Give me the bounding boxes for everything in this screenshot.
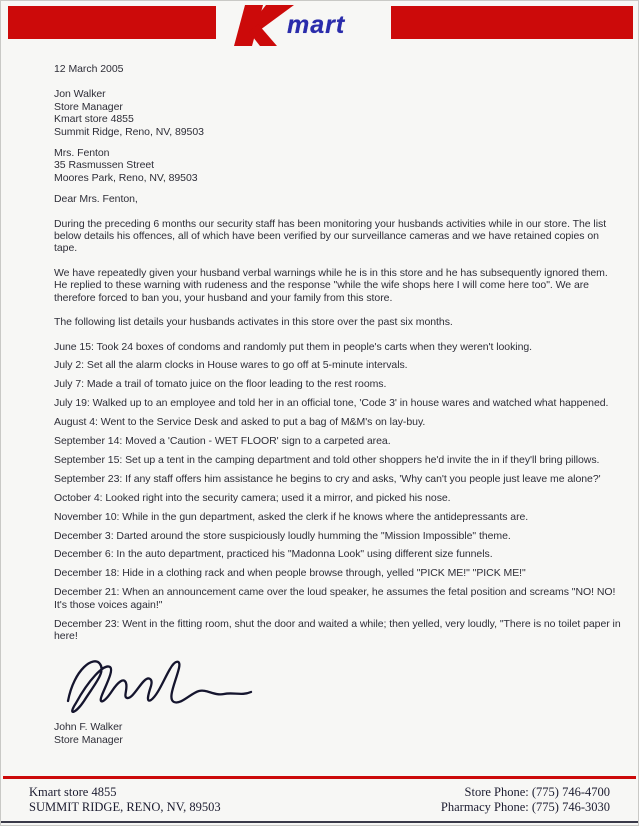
- list-item: July 2: Set all the alarm clocks in House wares to go off at 5-minute intervals.: [54, 359, 408, 372]
- list-item: Jon Walker: [54, 88, 106, 101]
- list-item: We have repeatedly given your husband verbal warnings while he is in this store and he has subsequently ignored them. He replied to these warning with rudeness and the response "while the wife shops here I will come here too". We are therefore forced to ban you, your husband and your family from this store.: [54, 266, 608, 304]
- signature-name: John F. Walker: [54, 721, 123, 734]
- list-item: Summit Ridge, Reno, NV, 89503: [54, 125, 204, 138]
- signature-block: [54, 721, 626, 746]
- list-item: October 4: Looked right into the security camera; used it a mirror, and picked his nose.: [54, 491, 451, 504]
- letter-body: [54, 63, 626, 746]
- kmart-logo-mart-text: mart: [287, 11, 346, 39]
- list-item: December 23: Went in the fitting room, shut the door and waited a while; then yelled, very loudly, "There is no toilet paper in here!: [54, 617, 621, 642]
- letter-date: 12 March 2005: [54, 63, 124, 75]
- list-item: 35 Rasmussen Street: [54, 159, 155, 172]
- incident-list: [54, 341, 626, 643]
- footer-bottom-rule: [1, 821, 638, 823]
- kmart-letterhead: [8, 6, 633, 40]
- list-item: Mrs. Fenton: [54, 147, 110, 160]
- footer-columns: [29, 785, 610, 814]
- recipient-address: [54, 147, 626, 184]
- list-item: December 6: In the auto department, practiced his "Madonna Look" using different size funnels.: [54, 548, 493, 561]
- footer-phone-numbers: [441, 785, 610, 814]
- list-item: December 21: When an announcement came over the loud speaker, he assumes the fetal position and screams "NO! NO! It's those voices again!": [54, 586, 616, 611]
- list-item: SUMMIT RIDGE, RENO, NV, 89503: [29, 799, 221, 814]
- salutation: Dear Mrs. Fenton,: [54, 193, 138, 206]
- list-item: Store Manager: [54, 100, 123, 113]
- kmart-logo: [213, 3, 398, 49]
- list-item: Store Phone: (775) 746-4700: [464, 785, 610, 799]
- footer-red-rule: [3, 776, 636, 779]
- list-item: September 15: Set up a tent in the camping department and told other shoppers he'd invite the in if they'll bring pillows.: [54, 453, 600, 466]
- list-item: September 14: Moved a 'Caution - WET FLOOR' sign to a carpeted area.: [54, 435, 391, 448]
- list-item: September 23: If any staff offers him assistance he begins to cry and asks, 'Why can't you people just leave me alone?': [54, 472, 601, 485]
- list-item: August 4: Went to the Service Desk and asked to put a bag of M&M's on lay-buy.: [54, 416, 426, 429]
- list-item: Kmart store 4855: [54, 113, 134, 126]
- red-bar-right: [391, 6, 633, 39]
- list-item: Moores Park, Reno, NV, 89503: [54, 171, 198, 184]
- list-item: December 3: Darted around the store suspiciously loudly humming the "Mission Impossible" theme.: [54, 529, 511, 542]
- intro-paragraphs: [54, 218, 626, 329]
- list-item: June 15: Took 24 boxes of condoms and randomly put them in people's carts when they weren't looking.: [54, 340, 533, 353]
- list-item: December 18: Hide in a clothing rack and when people browse through, yelled "PICK ME!" "PICK ME!": [54, 567, 526, 580]
- list-item: During the preceding 6 months our security staff has been monitoring your husbands activities while in our store. The list below details his offences, all of which have been verified by our surveillance cameras and we have retained copies on tape.: [54, 217, 607, 255]
- list-item: Kmart store 4855: [29, 785, 117, 799]
- signature-title: Store Manager: [54, 733, 123, 746]
- list-item: November 10: While in the gun department, asked the clerk if he knows where the antidepressants are.: [54, 510, 529, 523]
- list-item: July 7: Made a trail of tomato juice on the floor leading to the rest rooms.: [54, 378, 387, 391]
- signature-scrawl-icon: [54, 651, 264, 715]
- footer-store-address: [29, 785, 221, 814]
- list-item: The following list details your husbands activates in this store over the past six months.: [54, 316, 453, 329]
- signature-area: [54, 651, 626, 715]
- list-item: Pharmacy Phone: (775) 746-3030: [440, 799, 610, 814]
- sender-address: [54, 88, 626, 138]
- red-bar-left: [8, 6, 216, 39]
- list-item: July 19: Walked up to an employee and told her in an official tone, 'Code 3' in house wares and watched what happened.: [54, 397, 609, 410]
